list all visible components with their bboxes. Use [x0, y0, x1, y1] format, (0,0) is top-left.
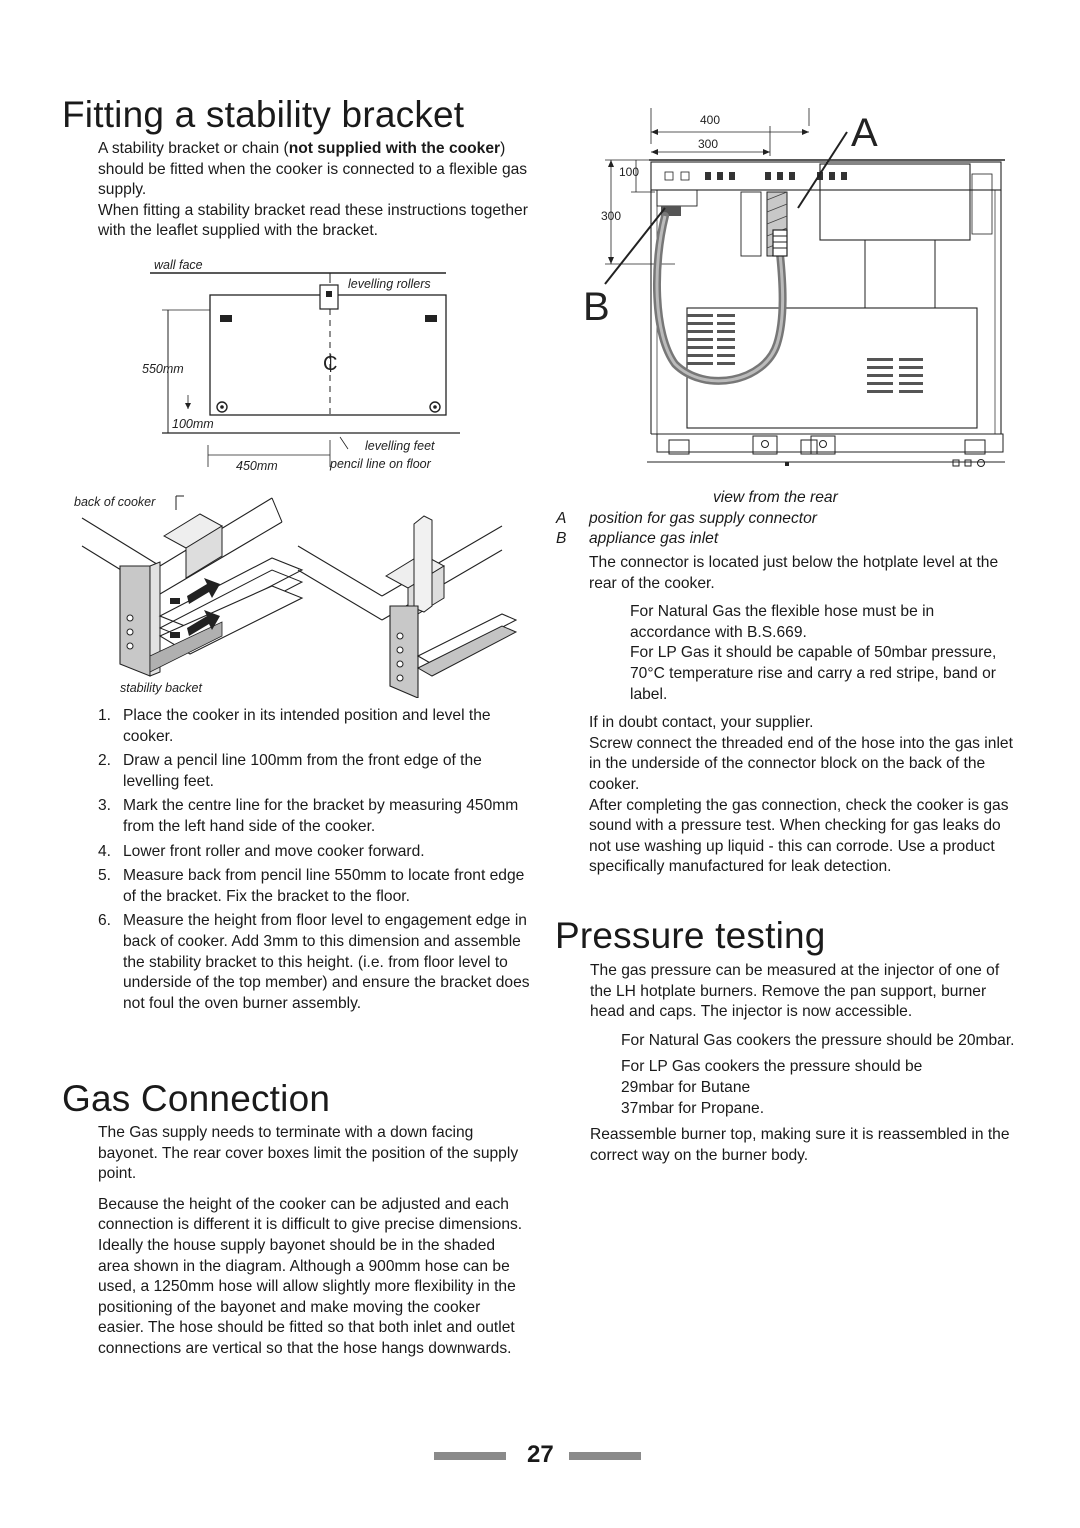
doubt-paragraph: If in doubt contact, your supplier. [589, 714, 814, 732]
step-item [98, 751, 530, 792]
rear-view-legend [556, 488, 1026, 550]
gas-paragraph-2: Because the height of the cooker can be adjusted and each connection is different it is difficult to give precise dimensions. Ideally the house supply bayonet should be in the shaded area shown in the diagram. Although a 900mm hose can be used, a 1250mm hose will allow slightly more flexibility in the positioning of the bayonet and make moving the cooker easier. The hose should be fitted so that both inlet and outlet connections are vertical so that the hose hangs downwards. [98, 1195, 523, 1357]
label-450mm: 450mm [236, 459, 278, 473]
legend-text-a: position for gas supply connector [589, 509, 817, 527]
label-pencil-line: pencil line on floor [330, 457, 431, 471]
page-number: 27 [527, 1441, 554, 1468]
section-title-stability: Fitting a stability bracket [62, 94, 465, 135]
pressure-lp-line-1: For LP Gas cookers the pressure should be [621, 1058, 923, 1076]
step-text: Draw a pencil line 100mm from the front edge of the levelling feet. [123, 752, 482, 790]
label-wall-face: wall face [154, 258, 203, 272]
bracket-engagement-diagram [72, 486, 517, 698]
legend-key-b: B [556, 530, 567, 548]
step-item [98, 911, 530, 1014]
label-back-of-cooker: back of cooker [74, 495, 156, 509]
step-item [98, 842, 530, 863]
legend-item-a [556, 509, 1026, 530]
pressure-natural-gas: For Natural Gas cookers the pressure should be 20mbar. [621, 1031, 1015, 1049]
steps-list [98, 706, 530, 1014]
foot-pad-left [220, 315, 232, 322]
legend-key-a: A [556, 509, 567, 527]
dim-100: 100 [619, 165, 640, 179]
stability-intro-paragraph-2: When fitting a stability bracket read these instructions together with the leaflet supplied with the bracket. [98, 201, 528, 240]
gas-text [98, 1123, 528, 1360]
connector-paragraph: The connector is located just below the hotplate level at the rear of the cooker. [589, 554, 999, 592]
connector-text-block [589, 553, 1019, 878]
step-item [98, 706, 530, 747]
label-100mm: 100mm [172, 417, 214, 431]
step-item [98, 866, 530, 907]
step-text: Place the cooker in its intended position and level the cooker. [123, 707, 491, 745]
leader-a [798, 132, 847, 208]
rear-view-diagram [565, 104, 1025, 476]
legend-item-b [556, 529, 1026, 550]
rear-view-caption: view from the rear [713, 489, 838, 506]
pressure-lp-line-2: 29mbar for Butane [621, 1078, 751, 1096]
section-title-pressure: Pressure testing [555, 915, 826, 956]
label-levelling-feet: levelling feet [365, 439, 435, 453]
pressure-text [590, 961, 1020, 1166]
label-550mm: 550mm [142, 362, 184, 376]
gas-paragraph-1: The Gas supply needs to terminate with a down facing bayonet. The rear cover boxes limit the position of the supply point. [98, 1124, 519, 1183]
step-text: Measure the height from floor level to engagement edge in back of cooker. Add 3mm to this dimension and assemble the stability bracket to this height. (i.e. from floor level to underside of the top member) and ensure the bracket does not foul the oven burner assembly. [123, 912, 530, 1012]
pressure-lp-line-3: 37mbar for Propane. [621, 1099, 765, 1117]
step-text: Lower front roller and move cooker forward. [123, 842, 425, 860]
gas-inlet-fitting [773, 230, 787, 256]
diagram-label-a: A [851, 111, 878, 155]
natural-gas-hose-paragraph: For Natural Gas the flexible hose must be in accordance with B.S.669. [630, 603, 935, 641]
screw-paragraph: Screw connect the threaded end of the hose into the gas inlet in the underside of the connector block on the back of the cooker. [589, 734, 1013, 793]
intro-text-pre: A stability bracket or chain ( [98, 140, 289, 157]
bracket-plan-diagram [140, 255, 460, 480]
lp-gas-hose-paragraph: For LP Gas it should be capable of 50mbar pressure, 70°C temperature rise and carry a red stripe, band or label. [630, 644, 997, 703]
page-number-bar-right [569, 1452, 641, 1460]
label-stability-bracket: stability backet [120, 681, 202, 695]
stability-intro [98, 139, 528, 242]
stability-intro-paragraph-1 [98, 139, 528, 201]
dim-300-top: 300 [698, 137, 719, 151]
intro-text-post: ) should be fitted when the cooker is connected to a flexible gas supply. [98, 140, 528, 199]
step-text: Measure back from pencil line 550mm to locate front edge of the bracket. Fix the bracket to the floor. [123, 867, 525, 905]
step-number: 5. [98, 867, 112, 885]
dim-400: 400 [700, 113, 721, 127]
pressure-paragraph-1: The gas pressure can be measured at the injector of one of the LH hotplate burners. Remove the pan support, burner head and caps. The injector is now accessible. [590, 962, 1000, 1021]
dim-300-side: 300 [601, 209, 622, 223]
foot-pad-right [425, 315, 437, 322]
label-levelling-rollers: levelling rollers [348, 277, 431, 291]
steps-list-container [98, 706, 530, 1018]
section-title-gas: Gas Connection [62, 1078, 331, 1119]
legend-text-b: appliance gas inlet [589, 530, 719, 548]
step-item [98, 796, 530, 837]
intro-text-bold: not supplied with the cooker [288, 140, 501, 157]
after-connection-paragraph: After completing the gas connection, check the cooker is gas sound with a pressure test. When checking for gas leaks do not use washing up liquid - this can corrode. Use a product specifically manufactured for leak detection. [589, 796, 1009, 876]
centre-line-mark: ₵ [323, 353, 338, 375]
step-number: 6. [98, 912, 112, 930]
step-number: 2. [98, 752, 112, 770]
step-number: 4. [98, 842, 112, 860]
step-text: Mark the centre line for the bracket by measuring 450mm from the left hand side of the cooker. [123, 797, 519, 835]
diagram-label-b: B [583, 285, 610, 329]
step-number: 1. [98, 707, 112, 724]
pressure-reassemble: Reassemble burner top, making sure it is reassembled in the correct way on the burner body. [590, 1126, 1010, 1164]
page-number-bar-left [434, 1452, 506, 1460]
step-number: 3. [98, 797, 112, 815]
